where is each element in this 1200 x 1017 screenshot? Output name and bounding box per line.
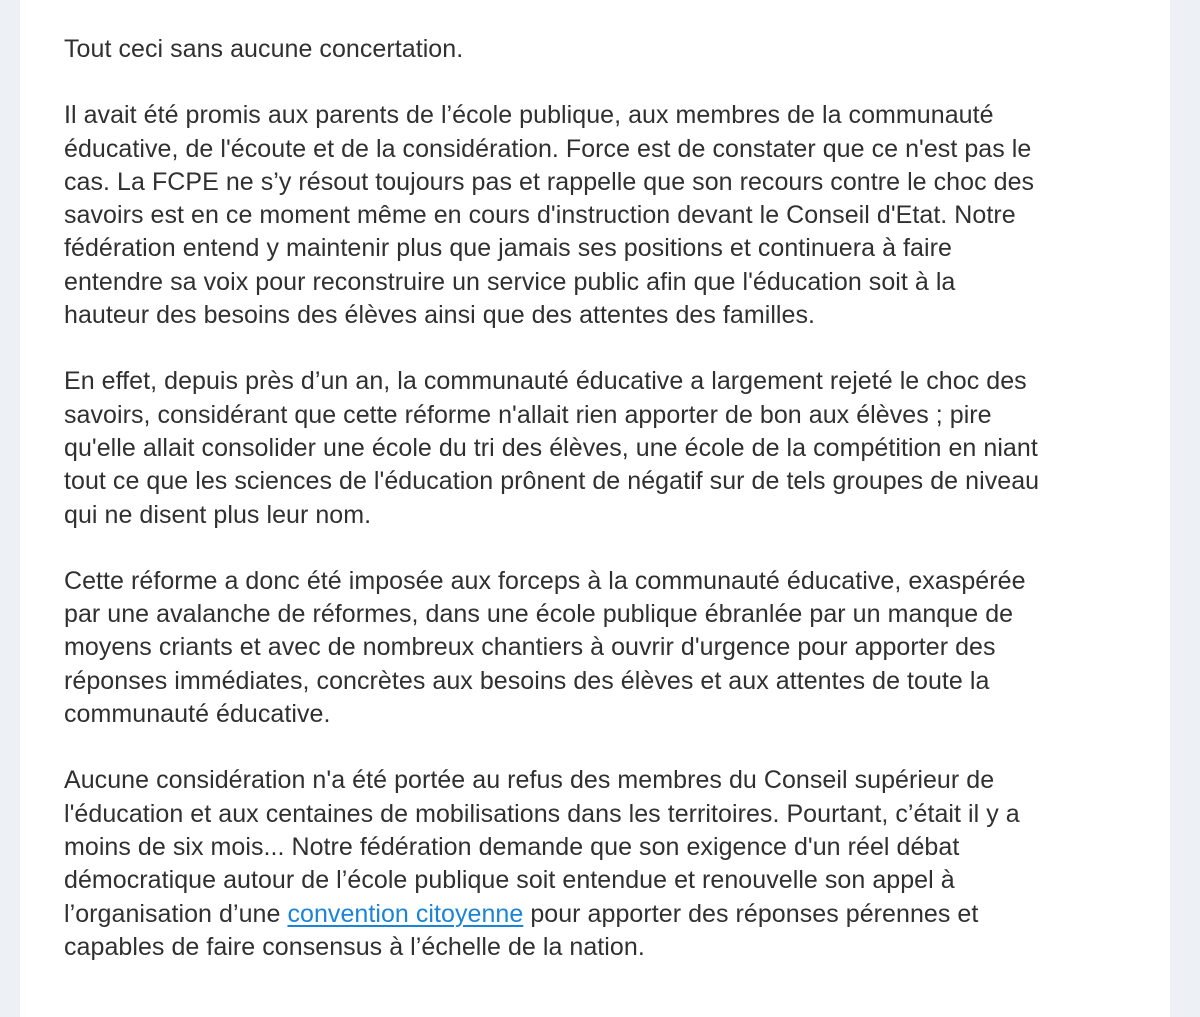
paragraph-2: Il avait été promis aux parents de l’école publique, aux membres de la communauté éducative, de l'écoute et de la considération. Force est de constater que ce n'est pas le cas. La FCPE ne s’y résout toujours pas et rappelle que son recours contre le choc des savoirs est en ce moment même en cours d'instruction devant le Conseil d'Etat. Notre fédération entend y maintenir plus que jamais ses positions et continuera à faire entendre sa voix pour reconstruire un service public afin que l'éducation soit à la hauteur des besoins des élèves ainsi que des attentes des familles.: [64, 101, 1035, 330]
paragraph-3: En effet, depuis près d’un an, la communauté éducative a largement rejeté le choc des savoirs, considérant que cette réforme n'allait rien apporter de bon aux élèves ; pire qu'elle allait consolider une école du tri des élèves, une école de la compétition en niant tout ce que les sciences de l'éducation prônent de négatif sur de tels groupes de niveau qui ne disent plus leur nom.: [64, 367, 1040, 529]
paragraph-5-text-end: pour apporter des réponses pérennes et capables de faire consensus à l’échelle de la nation.: [64, 899, 979, 961]
paragraph-5-text-start: Aucune considération n'a été portée au refus des membres du Conseil supérieur de l'éducation et aux centaines de mobilisations dans les territoires. Pourtant, c’était il y a moins de six mois... Notre fédération demande que son exigence d'un réel débat démocratique autour de l’école publique soit entendue et renouvelle son appel à l’organisation d’une: [64, 766, 1020, 928]
convention-citoyenne-link[interactable]: convention citoyenne: [287, 899, 524, 928]
paragraph-5: [64, 764, 1154, 964]
article-body: [64, 33, 1154, 997]
paragraph-4: Cette réforme a donc été imposée aux forceps à la communauté éducative, exaspérée par une avalanche de réformes, dans une école publique ébranlée par un manque de moyens criants et avec de nombreux chantiers à ouvrir d'urgence pour apporter des réponses immédiates, concrètes aux besoins des élèves et aux attentes de toute la communauté éducative.: [64, 566, 1026, 729]
article-panel: [20, 0, 1170, 1017]
paragraph-1: Tout ceci sans aucune concertation.: [64, 35, 464, 63]
